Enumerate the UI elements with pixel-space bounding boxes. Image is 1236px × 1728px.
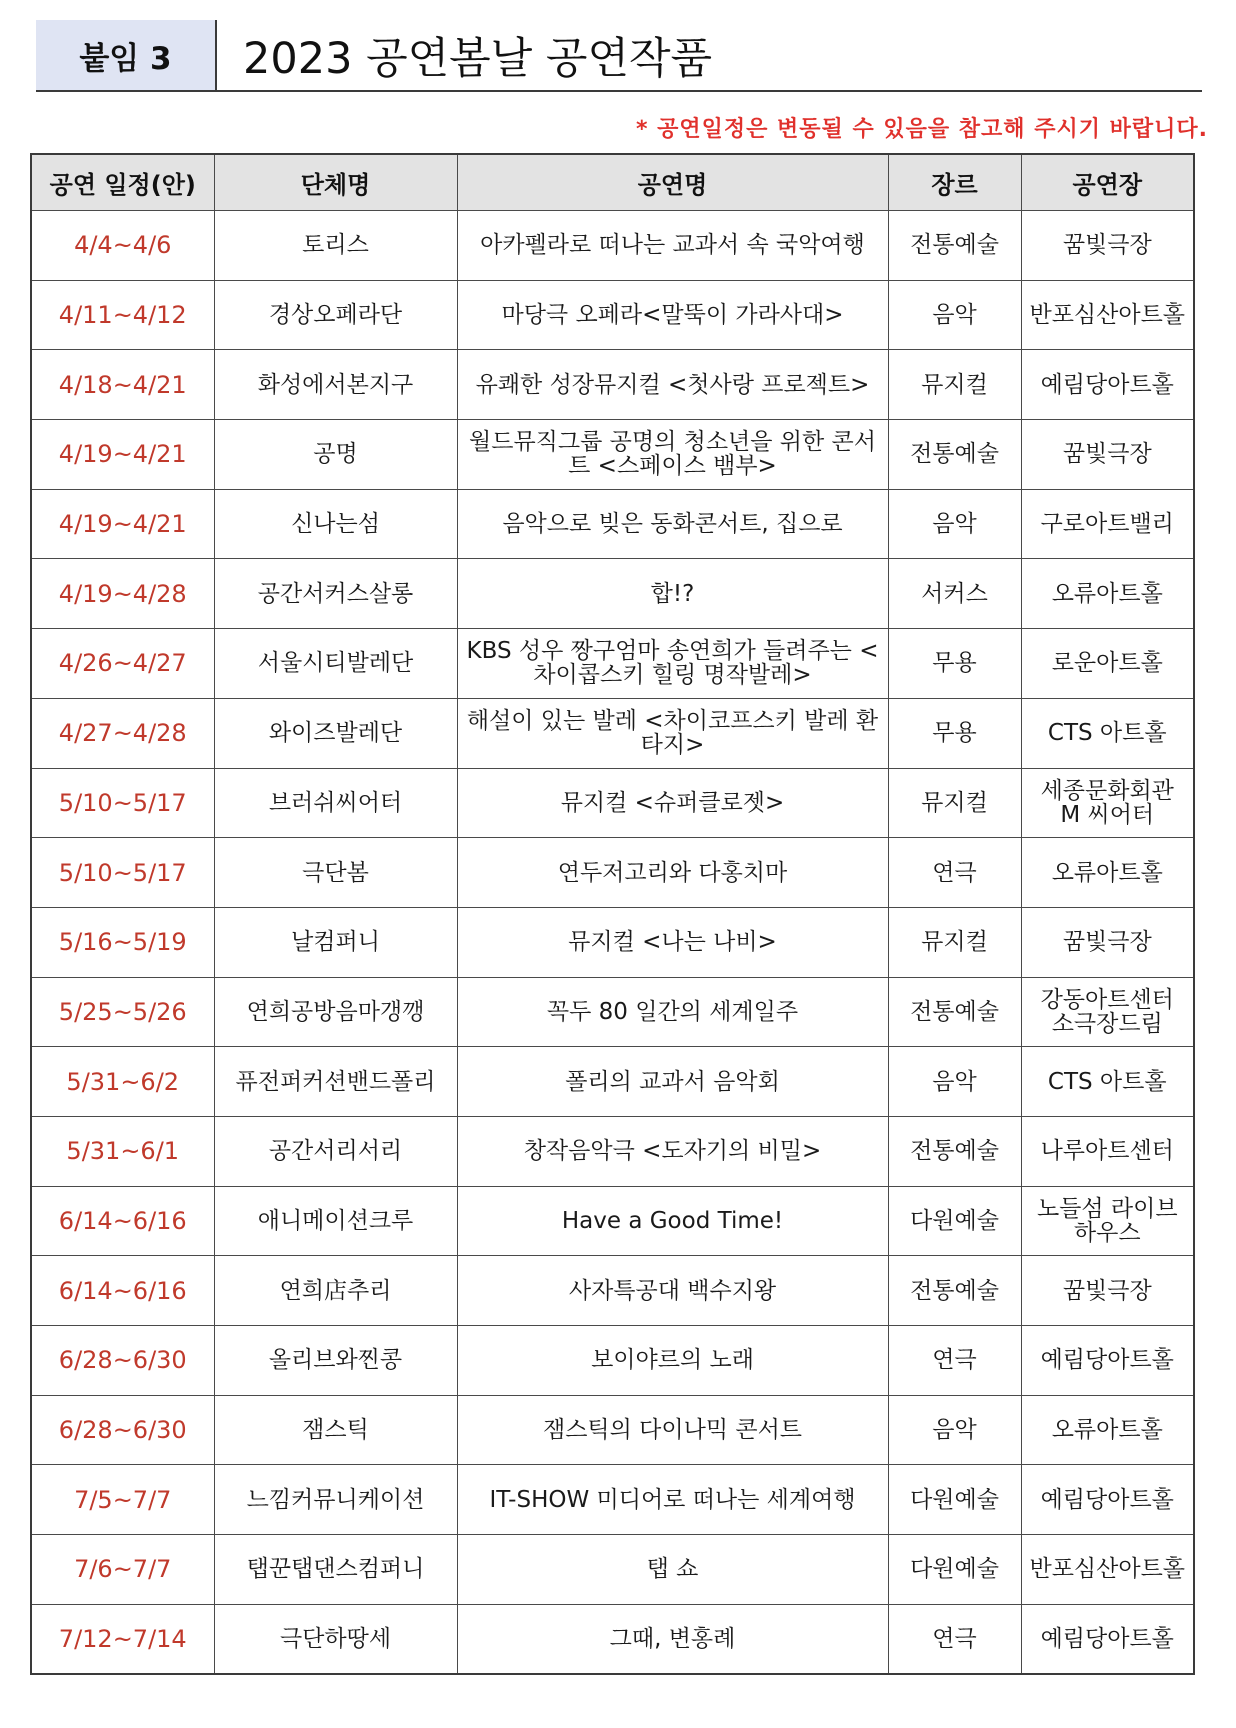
cell-date: 4/18~4/21: [31, 350, 214, 420]
cell-title: 꼭두 80 일간의 세계일주: [457, 977, 888, 1047]
cell-date: 5/10~5/17: [31, 838, 214, 908]
cell-date: 5/31~6/1: [31, 1116, 214, 1186]
cell-title: 탭 쇼: [457, 1535, 888, 1605]
cell-title: 뮤지컬 <나는 나비>: [457, 907, 888, 977]
cell-title: 폴리의 교과서 음악회: [457, 1047, 888, 1117]
cell-group: 경상오페라단: [214, 280, 457, 350]
cell-title: 사자특공대 백수지왕: [457, 1256, 888, 1326]
cell-venue: 오류아트홀: [1021, 559, 1194, 629]
cell-date: 4/19~4/28: [31, 559, 214, 629]
cell-title: 그때, 변홍례: [457, 1604, 888, 1674]
cell-venue: 강동아트센터 소극장드림: [1021, 977, 1194, 1047]
cell-group: 올리브와찐콩: [214, 1326, 457, 1396]
cell-group: 브러쉬씨어터: [214, 768, 457, 838]
cell-genre: 전통예술: [888, 211, 1021, 281]
table-row: [31, 489, 1194, 559]
cell-genre: 전통예술: [888, 977, 1021, 1047]
cell-title: 월드뮤직그룹 공명의 청소년을 위한 콘서트 <스페이스 뱀부>: [457, 420, 888, 490]
cell-genre: 음악: [888, 1047, 1021, 1117]
cell-venue: 꿈빛극장: [1021, 420, 1194, 490]
cell-date: 4/26~4/27: [31, 629, 214, 699]
cell-venue: 반포심산아트홀: [1021, 280, 1194, 350]
cell-title: 연두저고리와 다홍치마: [457, 838, 888, 908]
cell-title: 뮤지컬 <슈퍼클로젯>: [457, 768, 888, 838]
cell-date: 4/27~4/28: [31, 698, 214, 768]
cell-title: 음악으로 빚은 동화콘서트, 집으로: [457, 489, 888, 559]
table-row: [31, 977, 1194, 1047]
cell-genre: 음악: [888, 1395, 1021, 1465]
column-header-genre: 장르: [888, 154, 1021, 211]
table-row: [31, 1116, 1194, 1186]
table-row: [31, 1604, 1194, 1674]
table-row: [31, 350, 1194, 420]
cell-date: 7/6~7/7: [31, 1535, 214, 1605]
table-row: [31, 1535, 1194, 1605]
cell-genre: 무용: [888, 629, 1021, 699]
cell-genre: 연극: [888, 1326, 1021, 1396]
cell-venue: 나루아트센터: [1021, 1116, 1194, 1186]
table-row: [31, 629, 1194, 699]
cell-genre: 음악: [888, 489, 1021, 559]
cell-group: 연희店추리: [214, 1256, 457, 1326]
cell-venue: 구로아트밸리: [1021, 489, 1194, 559]
cell-date: 5/10~5/17: [31, 768, 214, 838]
cell-genre: 음악: [888, 280, 1021, 350]
cell-title: 아카펠라로 떠나는 교과서 속 국악여행: [457, 211, 888, 281]
cell-title: IT-SHOW 미디어로 떠나는 세계여행: [457, 1465, 888, 1535]
cell-venue: 오류아트홀: [1021, 1395, 1194, 1465]
cell-date: 4/19~4/21: [31, 420, 214, 490]
cell-genre: 연극: [888, 1604, 1021, 1674]
cell-date: 4/19~4/21: [31, 489, 214, 559]
cell-genre: 전통예술: [888, 1256, 1021, 1326]
table-header-row: [31, 154, 1194, 211]
cell-date: 6/28~6/30: [31, 1326, 214, 1396]
cell-title: 잼스틱의 다이나믹 콘서트: [457, 1395, 888, 1465]
cell-group: 와이즈발레단: [214, 698, 457, 768]
cell-date: 4/4~4/6: [31, 211, 214, 281]
cell-genre: 무용: [888, 698, 1021, 768]
attachment-label: 붙임 3: [36, 20, 217, 90]
table-row: [31, 768, 1194, 838]
cell-genre: 전통예술: [888, 420, 1021, 490]
page-title: 2023 공연봄날 공연작품: [243, 33, 713, 84]
cell-venue: 반포심산아트홀: [1021, 1535, 1194, 1605]
table-row: [31, 211, 1194, 281]
cell-genre: 뮤지컬: [888, 907, 1021, 977]
cell-group: 연희공방음마갱깽: [214, 977, 457, 1047]
cell-group: 토리스: [214, 211, 457, 281]
cell-group: 애니메이션크루: [214, 1186, 457, 1256]
cell-group: 서울시티발레단: [214, 629, 457, 699]
cell-title: 합!?: [457, 559, 888, 629]
cell-group: 극단봄: [214, 838, 457, 908]
schedule-notice: * 공연일정은 변동될 수 있음을 참고해 주시기 바랍니다.: [635, 117, 1208, 142]
cell-title: 유쾌한 성장뮤지컬 <첫사랑 프로젝트>: [457, 350, 888, 420]
cell-title: 창작음악극 <도자기의 비밀>: [457, 1116, 888, 1186]
performance-table: [30, 153, 1195, 1675]
cell-venue: 예림당아트홀: [1021, 1326, 1194, 1396]
cell-venue: 오류아트홀: [1021, 838, 1194, 908]
table-row: [31, 1256, 1194, 1326]
cell-venue: CTS 아트홀: [1021, 698, 1194, 768]
cell-venue: CTS 아트홀: [1021, 1047, 1194, 1117]
cell-date: 7/12~7/14: [31, 1604, 214, 1674]
cell-title: KBS 성우 짱구엄마 송연희가 들려주는 <차이콥스키 힐링 명작발레>: [457, 629, 888, 699]
table-row: [31, 1395, 1194, 1465]
cell-venue: 꿈빛극장: [1021, 211, 1194, 281]
cell-date: 5/16~5/19: [31, 907, 214, 977]
cell-venue: 예림당아트홀: [1021, 1465, 1194, 1535]
cell-genre: 전통예술: [888, 1116, 1021, 1186]
cell-group: 느낌커뮤니케이션: [214, 1465, 457, 1535]
document-header: [36, 20, 1202, 92]
cell-venue: 꿈빛극장: [1021, 1256, 1194, 1326]
cell-date: 6/28~6/30: [31, 1395, 214, 1465]
cell-genre: 뮤지컬: [888, 350, 1021, 420]
cell-venue: 세종문화회관 M 씨어터: [1021, 768, 1194, 838]
cell-date: 7/5~7/7: [31, 1465, 214, 1535]
cell-date: 5/31~6/2: [31, 1047, 214, 1117]
column-header-title: 공연명: [457, 154, 888, 211]
column-header-group: 단체명: [214, 154, 457, 211]
column-header-date: 공연 일정(안): [31, 154, 214, 211]
cell-group: 퓨전퍼커션밴드폴리: [214, 1047, 457, 1117]
cell-group: 잼스틱: [214, 1395, 457, 1465]
table-row: [31, 1465, 1194, 1535]
cell-title: 해설이 있는 발레 <차이코프스키 발레 환타지>: [457, 698, 888, 768]
cell-venue: 로운아트홀: [1021, 629, 1194, 699]
cell-group: 극단하땅세: [214, 1604, 457, 1674]
table-row: [31, 698, 1194, 768]
table-row: [31, 1047, 1194, 1117]
cell-date: 6/14~6/16: [31, 1186, 214, 1256]
table-row: [31, 420, 1194, 490]
cell-title: Have a Good Time!: [457, 1186, 888, 1256]
table-row: [31, 280, 1194, 350]
table-row: [31, 907, 1194, 977]
table-row: [31, 1186, 1194, 1256]
cell-group: 공간서리서리: [214, 1116, 457, 1186]
cell-venue: 예림당아트홀: [1021, 350, 1194, 420]
cell-genre: 서커스: [888, 559, 1021, 629]
cell-group: 공명: [214, 420, 457, 490]
cell-date: 6/14~6/16: [31, 1256, 214, 1326]
cell-group: 탭꾼탭댄스컴퍼니: [214, 1535, 457, 1605]
cell-genre: 다원예술: [888, 1465, 1021, 1535]
cell-group: 화성에서본지구: [214, 350, 457, 420]
cell-genre: 뮤지컬: [888, 768, 1021, 838]
cell-title: 마당극 오페라<말뚝이 가라사대>: [457, 280, 888, 350]
table-row: [31, 838, 1194, 908]
cell-venue: 노들섬 라이브하우스: [1021, 1186, 1194, 1256]
column-header-venue: 공연장: [1021, 154, 1194, 211]
cell-group: 공간서커스살롱: [214, 559, 457, 629]
cell-genre: 연극: [888, 838, 1021, 908]
cell-genre: 다원예술: [888, 1186, 1021, 1256]
table-row: [31, 559, 1194, 629]
cell-date: 5/25~5/26: [31, 977, 214, 1047]
cell-genre: 다원예술: [888, 1535, 1021, 1605]
table-row: [31, 1326, 1194, 1396]
table-body: [31, 211, 1194, 1675]
cell-title: 보이야르의 노래: [457, 1326, 888, 1396]
cell-venue: 예림당아트홀: [1021, 1604, 1194, 1674]
cell-group: 신나는섬: [214, 489, 457, 559]
cell-group: 날컴퍼니: [214, 907, 457, 977]
cell-venue: 꿈빛극장: [1021, 907, 1194, 977]
cell-date: 4/11~4/12: [31, 280, 214, 350]
